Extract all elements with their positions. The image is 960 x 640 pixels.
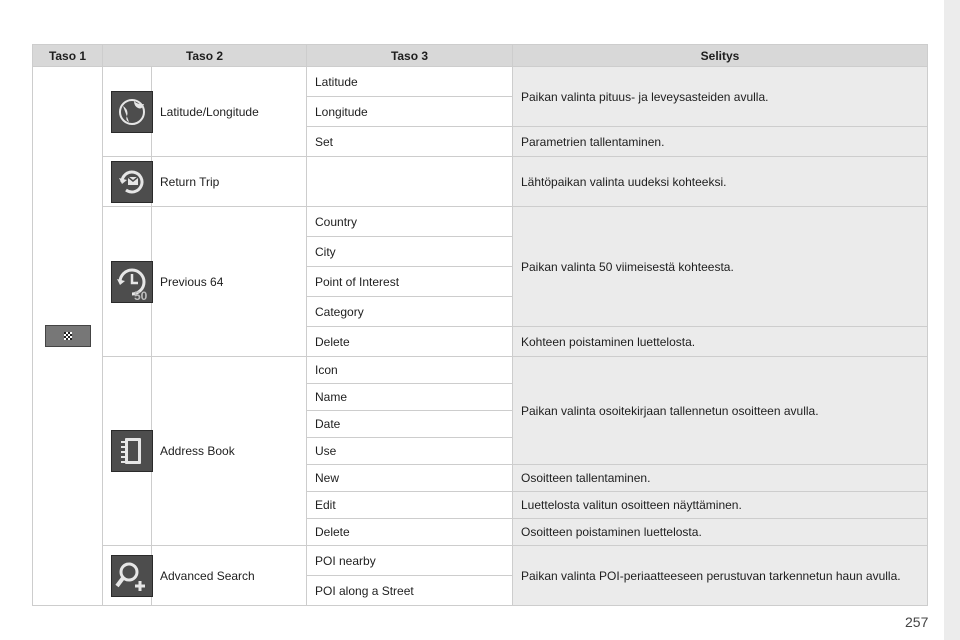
new-item[interactable]: New: [307, 465, 513, 492]
svg-text:50: 50: [134, 288, 148, 302]
return-desc: Lähtöpaikan valinta uudeksi kohteeksi.: [513, 157, 928, 207]
address-book-icon: [111, 430, 153, 472]
edit-item[interactable]: Edit: [307, 492, 513, 519]
longitude-item[interactable]: Longitude: [307, 97, 513, 127]
scrollbar[interactable]: [944, 0, 960, 640]
poi-street-item[interactable]: POI along a Street: [307, 576, 513, 606]
latitude-item[interactable]: Latitude: [307, 67, 513, 97]
header-selitys: Selitys: [513, 45, 928, 67]
set-item[interactable]: Set: [307, 127, 513, 157]
advanced-icon-cell: [103, 546, 152, 606]
return-icon-cell: [103, 157, 152, 207]
return-label: Return Trip: [152, 157, 307, 207]
poi-nearby-item[interactable]: POI nearby: [307, 546, 513, 576]
main-menu-button[interactable]: [45, 325, 91, 347]
header-taso2: Taso 2: [103, 45, 307, 67]
address-desc: Paikan valinta osoitekirjaan tallennetun osoitteen avulla.: [513, 357, 928, 465]
city-item[interactable]: City: [307, 237, 513, 267]
previous-delete-desc: Kohteen poistaminen luettelosta.: [513, 327, 928, 357]
latlon-desc: Paikan valinta pituus- ja leveysasteiden avulla.: [513, 67, 928, 127]
country-item[interactable]: Country: [307, 207, 513, 237]
address-icon-cell: [103, 357, 152, 546]
globe-icon: [111, 91, 153, 133]
advanced-desc: Paikan valinta POI-periaatteeseen perustuvan tarkennetun haun avulla.: [513, 546, 928, 606]
taso1-cell: [33, 67, 103, 606]
flag-icon: [46, 326, 90, 346]
icon-item[interactable]: Icon: [307, 357, 513, 384]
advanced-label: Advanced Search: [152, 546, 307, 606]
use-item[interactable]: Use: [307, 438, 513, 465]
set-desc: Parametrien tallentaminen.: [513, 127, 928, 157]
previous-50-icon: [111, 261, 153, 303]
previous-label: Previous 64: [152, 207, 307, 357]
previous-desc: Paikan valinta 50 viimeisestä kohteesta.: [513, 207, 928, 327]
search-plus-icon: [111, 555, 153, 597]
poi-item[interactable]: Point of Interest: [307, 267, 513, 297]
previous-delete-item[interactable]: Delete: [307, 327, 513, 357]
header-taso1: Taso 1: [33, 45, 103, 67]
header-taso3: Taso 3: [307, 45, 513, 67]
address-delete-item[interactable]: Delete: [307, 519, 513, 546]
previous-icon-cell: [103, 207, 152, 357]
address-delete-desc: Osoitteen poistaminen luettelosta.: [513, 519, 928, 546]
address-label: Address Book: [152, 357, 307, 546]
latlon-label: Latitude/Longitude: [152, 67, 307, 157]
return-empty: [307, 157, 513, 207]
latlon-icon-cell: [103, 67, 152, 157]
category-item[interactable]: Category: [307, 297, 513, 327]
menu-table: [32, 44, 928, 606]
new-desc: Osoitteen tallentaminen.: [513, 465, 928, 492]
header-row: [33, 45, 928, 67]
page-number: 257: [905, 614, 929, 630]
name-item[interactable]: Name: [307, 384, 513, 411]
date-item[interactable]: Date: [307, 411, 513, 438]
return-trip-icon: [111, 161, 153, 203]
edit-desc: Luettelosta valitun osoitteen näyttäminen.: [513, 492, 928, 519]
